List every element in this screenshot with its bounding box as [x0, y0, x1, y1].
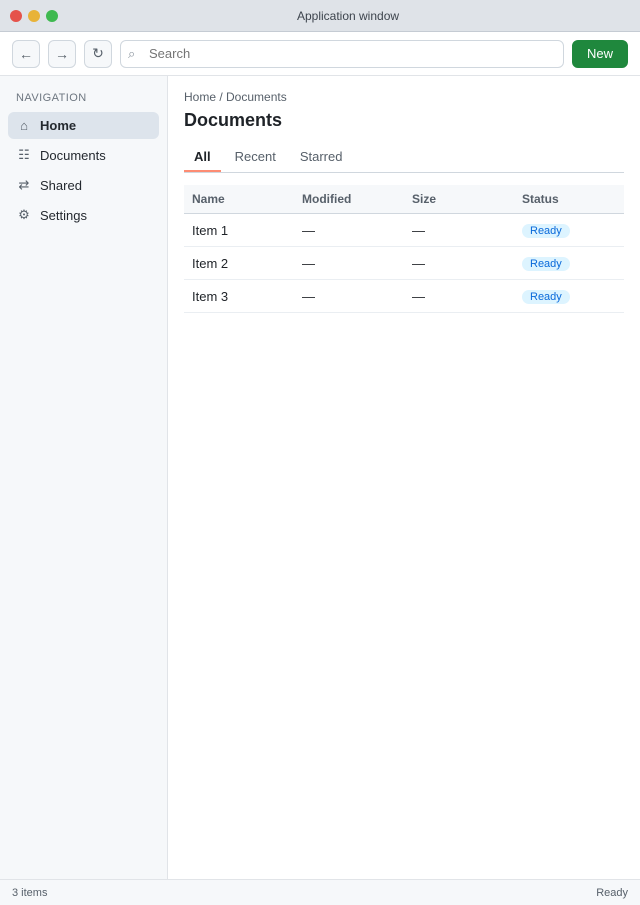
minimize-window-button[interactable]: [28, 10, 40, 22]
cell-status: [514, 280, 624, 313]
cell-size: —: [404, 280, 514, 313]
forward-arrow-icon: →: [55, 45, 69, 62]
tab-all[interactable]: All: [184, 143, 221, 172]
toolbar: [0, 32, 640, 76]
sidebar-item-label: Settings: [40, 207, 87, 223]
documents-icon: ☷: [18, 147, 30, 162]
sidebar-item-label: Shared: [40, 177, 82, 193]
main-panel: [168, 76, 640, 879]
status-badge: Ready: [522, 290, 570, 304]
status-bar: [0, 879, 640, 905]
column-header-size[interactable]: Size: [404, 185, 514, 214]
page-title: Documents: [184, 110, 283, 130]
cell-modified: —: [294, 247, 404, 280]
cell-name: Item 2: [184, 247, 294, 280]
cell-status: [514, 247, 624, 280]
table-row[interactable]: [184, 247, 624, 280]
home-icon: ⌂: [20, 118, 28, 133]
content-area: [0, 76, 640, 879]
cell-name: Item 3: [184, 280, 294, 313]
gear-icon: ⚙: [18, 207, 30, 222]
refresh-button[interactable]: [84, 40, 112, 68]
status-badge: Ready: [522, 257, 570, 271]
status-badge: Ready: [522, 224, 570, 238]
search-input[interactable]: [120, 40, 564, 68]
sidebar-item-documents[interactable]: [8, 141, 159, 169]
column-header-status[interactable]: Status: [514, 185, 624, 214]
status-left: 3 items: [12, 886, 48, 899]
cell-name: Item 1: [184, 214, 294, 247]
items-table: [184, 185, 624, 313]
sidebar-item-settings[interactable]: [8, 201, 159, 229]
back-arrow-icon: ←: [19, 45, 33, 62]
column-header-modified[interactable]: Modified: [294, 185, 404, 214]
tab-starred[interactable]: Starred: [299, 149, 343, 164]
back-button[interactable]: [12, 40, 40, 68]
cell-modified: —: [294, 214, 404, 247]
column-header-name[interactable]: Name: [184, 185, 294, 214]
sidebar-item-label: Home: [40, 118, 77, 133]
sidebar: [0, 76, 168, 879]
close-window-button[interactable]: [10, 10, 22, 22]
sidebar-item-home[interactable]: [8, 112, 159, 139]
sidebar-item-shared[interactable]: [8, 171, 159, 199]
forward-button[interactable]: [48, 40, 76, 68]
maximize-window-button[interactable]: [46, 10, 58, 22]
table-row[interactable]: [184, 280, 624, 313]
search-icon: ⌕: [128, 45, 136, 61]
search-box: [120, 40, 564, 68]
sidebar-item-label: Documents: [40, 147, 106, 163]
cell-size: —: [404, 214, 514, 247]
window-title: Application window: [296, 8, 400, 23]
cell-size: —: [404, 247, 514, 280]
table-header-row: [184, 185, 624, 214]
new-button[interactable]: New: [572, 40, 628, 68]
status-right: Ready: [596, 886, 628, 899]
cell-status: [514, 214, 624, 247]
refresh-icon: ↻: [92, 45, 104, 61]
cell-modified: —: [294, 280, 404, 313]
shared-icon: ⇄: [18, 177, 30, 192]
window-controls: [10, 10, 58, 22]
tab-recent[interactable]: Recent: [234, 149, 276, 164]
tab-bar: [184, 143, 624, 173]
sidebar-heading: NAVIGATION: [16, 92, 87, 104]
table-row[interactable]: [184, 214, 624, 247]
title-bar: [0, 0, 640, 32]
breadcrumb[interactable]: Home / Documents: [184, 90, 287, 104]
